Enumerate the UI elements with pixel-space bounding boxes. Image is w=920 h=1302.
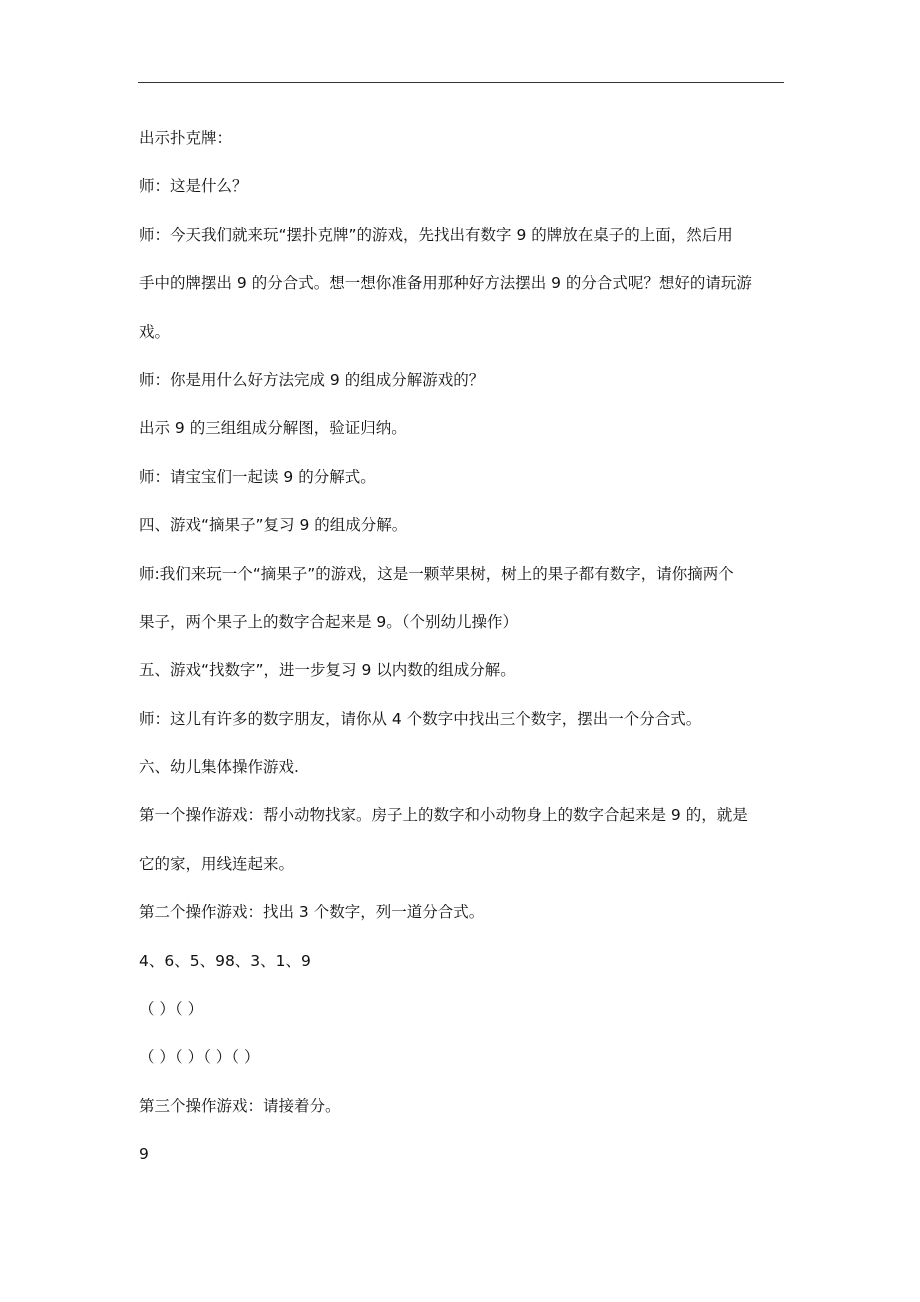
text-line: 第二个操作游戏：找出 3 个数字，列一道分合式。 <box>139 903 485 922</box>
text-line: 出示扑克牌： <box>139 129 233 147</box>
text-line: 师：这是什么？ <box>139 177 248 196</box>
text-line: 师：请宝宝们一起读 9 的分解式。 <box>139 467 376 486</box>
text-line: 手中的牌摆出 9 的分合式。想一想你准备用那种好方法摆出 9 的分合式呢？想好的请玩游 <box>139 274 752 293</box>
number-sequence: 4、6、5、98、3、1、9 <box>139 951 311 970</box>
text-line: 第一个操作游戏：帮小动物找家。房子上的数字和小动物身上的数字合起来是 9 的，就是 <box>139 806 748 825</box>
text-line: 师：你是用什么好方法完成 9 的组成分解游戏的？ <box>139 370 485 389</box>
section-heading: 五、游戏“找数字”，进一步复习 9 以内数的组成分解。 <box>139 661 516 680</box>
header-rule <box>138 82 784 83</box>
text-line: 师：这儿有许多的数字朋友，请你从 4 个数字中找出三个数字，摆出一个分合式。 <box>139 709 702 728</box>
section-heading: 四、游戏“摘果子”复习 9 的组成分解。 <box>139 516 408 535</box>
text-line: 它的家，用线连起来。 <box>139 854 295 873</box>
number-nine: 9 <box>139 1145 149 1164</box>
text-line: 师：今天我们就来玩“摆扑克牌”的游戏，先找出有数字 9 的牌放在桌子的上面，然后用 <box>139 225 733 244</box>
section-heading: 六、幼儿集体操作游戏. <box>139 758 299 777</box>
text-line: 戏。 <box>139 322 171 341</box>
blank-brackets: （ ）（ ）（ ）（ ） <box>139 1048 260 1067</box>
text-line: 果子，两个果子上的数字合起来是 9。（个别幼儿操作） <box>139 612 519 631</box>
text-line: 师:我们来玩一个“摘果子”的游戏，这是一颗苹果树，树上的果子都有数字，请你摘两个 <box>139 564 734 583</box>
document-body <box>139 114 785 1179</box>
text-line: 第三个操作游戏：请接着分。 <box>139 1096 341 1115</box>
text-line: 出示 9 的三组组成分解图，验证归纳。 <box>139 419 407 438</box>
blank-brackets: （ ）（ ） <box>139 1000 204 1019</box>
